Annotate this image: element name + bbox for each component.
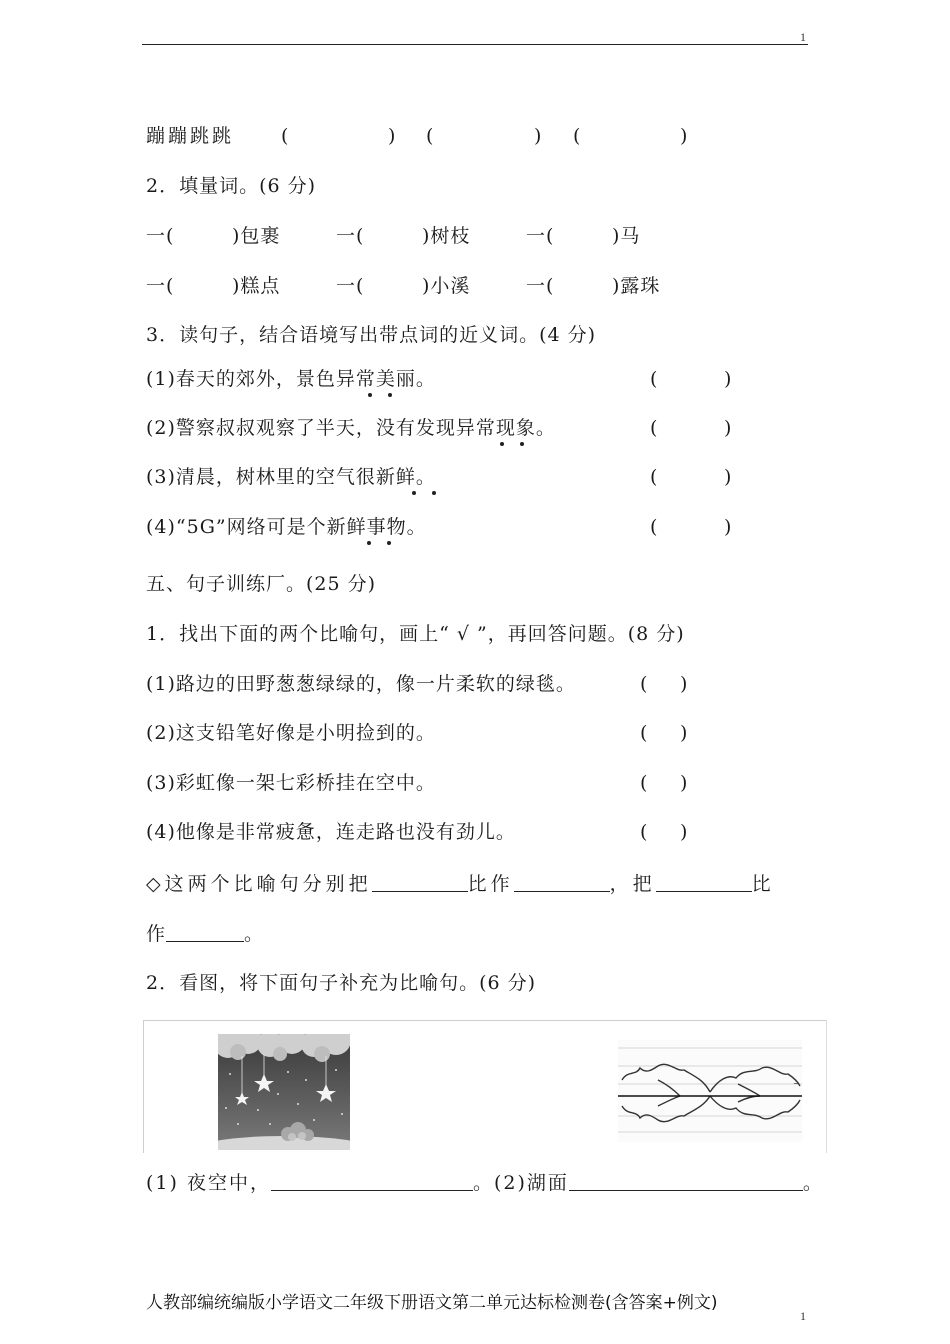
- emphasis-dot: [520, 442, 524, 446]
- simile-item: (1)路边的田野葱葱绿绿的，像一片柔软的绿毯。: [146, 673, 576, 695]
- answer-paren-close: ): [724, 417, 732, 439]
- document-footer-title: 人教部编统编版小学语文二年级下册语文第二单元达标检测卷(含答案+例文): [146, 1293, 718, 1313]
- answer-2-end: 。: [802, 1172, 824, 1194]
- sentence-item: (2)警察叔叔观察了半天，没有发现异常现象。: [146, 417, 556, 439]
- simile-item: (4)他像是非常疲惫，连走路也没有劲儿。: [146, 821, 516, 843]
- answer-2-prefix: (2)湖面: [493, 1172, 569, 1194]
- emphasis-dot: [388, 393, 392, 397]
- check-paren-open: (: [640, 821, 648, 843]
- answer-paren-open: (: [281, 125, 289, 147]
- emphasis-dot: [368, 393, 372, 397]
- answer-1-blank[interactable]: [271, 1170, 473, 1191]
- fill-text: 。: [244, 923, 265, 945]
- measure-word: )露珠: [612, 275, 661, 297]
- measure-word: )树枝: [422, 225, 471, 247]
- measure-blank: 一(: [146, 275, 175, 297]
- measure-blank: 一(: [526, 225, 555, 247]
- page-number-top: 1: [800, 30, 806, 44]
- measure-word: )包裹: [232, 225, 281, 247]
- check-paren-open: (: [640, 772, 648, 794]
- fill-text: ，把: [609, 873, 656, 895]
- fill-text: ◇这两个比喻句分别把: [146, 873, 372, 895]
- answer-paren-open: (: [650, 516, 658, 538]
- question-3-title: 3．读句子，结合语境写出带点词的近义词。(4 分): [146, 324, 597, 346]
- fill-text: 作: [146, 923, 167, 945]
- simile-item: (2)这支铅笔好像是小明捡到的。: [146, 722, 436, 744]
- answer-paren-close: ): [388, 125, 396, 147]
- sentence-item: (1)春天的郊外，景色异常美丽。: [146, 368, 436, 390]
- fill-text: 比作: [467, 873, 514, 895]
- measure-blank: 一(: [336, 225, 365, 247]
- check-paren-close: ): [680, 722, 688, 744]
- measure-word: )小溪: [422, 275, 471, 297]
- answer-paren-open: (: [650, 417, 658, 439]
- answer-paren-close: ): [724, 466, 732, 488]
- check-paren-close: ): [680, 821, 688, 843]
- measure-word: )糕点: [232, 275, 281, 297]
- simile-item: (3)彩虹像一架七彩桥挂在空中。: [146, 772, 436, 794]
- answer-paren-close: ): [724, 368, 732, 390]
- answer-paren-close: ): [534, 125, 542, 147]
- header-rule: [142, 44, 808, 45]
- check-paren-close: ): [680, 673, 688, 695]
- answer-1-prefix: (1) 夜空中，: [146, 1172, 271, 1194]
- section-5-title: 五、句子训练厂。(25 分): [146, 573, 377, 595]
- svg-text:~: ~: [793, 1079, 800, 1088]
- measure-blank: 一(: [526, 275, 555, 297]
- answer-paren-open: (: [650, 466, 658, 488]
- section-5-question-1-title: 1．找出下面的两个比喻句，画上“ √ ”，再回答问题。(8 分): [146, 623, 685, 645]
- fill-text: 比: [751, 873, 775, 895]
- lake-reflection-picture: [618, 1040, 802, 1142]
- answer-paren-close: ): [680, 125, 688, 147]
- answer-paren-open: (: [573, 125, 581, 147]
- emphasis-dot: [432, 491, 436, 495]
- fill-blank[interactable]: [166, 921, 244, 942]
- answer-1-end: 。: [472, 1172, 494, 1194]
- night-sky-picture: [218, 1034, 350, 1150]
- answer-2-blank[interactable]: [569, 1170, 803, 1191]
- check-paren-open: (: [640, 673, 648, 695]
- word-bengbeng: 蹦蹦跳跳: [146, 125, 235, 147]
- measure-word: )马: [612, 225, 641, 247]
- fill-blank[interactable]: [514, 871, 610, 892]
- picture-answer-line: [146, 1170, 824, 1195]
- question-2-title: 2．填量词。(6 分): [146, 175, 317, 197]
- measure-blank: 一(: [146, 225, 175, 247]
- simile-fill-line-2: [146, 921, 264, 946]
- fill-blank[interactable]: [372, 871, 468, 892]
- simile-fill-line: [146, 871, 775, 896]
- measure-blank: 一(: [336, 275, 365, 297]
- answer-paren-open: (: [426, 125, 434, 147]
- emphasis-dot: [412, 491, 416, 495]
- page-number-bottom: 1: [800, 1309, 806, 1323]
- sentence-item: (3)清晨，树林里的空气很新鲜。: [146, 466, 436, 488]
- fill-blank[interactable]: [656, 871, 752, 892]
- emphasis-dot: [387, 541, 391, 545]
- emphasis-dot: [500, 442, 504, 446]
- answer-paren-close: ): [724, 516, 732, 538]
- section-5-question-2-title: 2．看图，将下面句子补充为比喻句。(6 分): [146, 972, 537, 994]
- sentence-item: (4)“5G”网络可是个新鲜事物。: [146, 516, 427, 538]
- answer-paren-open: (: [650, 368, 658, 390]
- emphasis-dot: [367, 541, 371, 545]
- check-paren-open: (: [640, 722, 648, 744]
- check-paren-close: ): [680, 772, 688, 794]
